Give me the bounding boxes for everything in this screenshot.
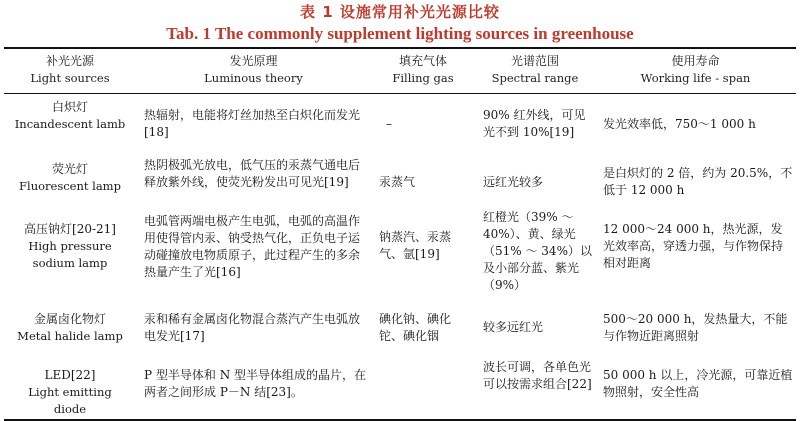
table-row — [4, 209, 796, 299]
comparison-table — [4, 47, 796, 421]
table-row — [4, 157, 796, 207]
header-working-life: 使用寿命 Working life - span — [640, 54, 751, 85]
luminous-theory-cell: 汞和稀有金属卤化物混合蒸汽产生电弧放电发光[17] — [144, 312, 361, 343]
light-source-cell: 白炽灯 Incandescent lamb — [14, 100, 126, 131]
table-row — [4, 359, 796, 415]
working-life-cell: 发光效率低，750～1 000 h — [603, 117, 756, 131]
header-light-sources: 补光光源 Light sources — [30, 54, 110, 85]
table-title-cn: 表 1 设施常用补光光源比较 — [300, 3, 500, 21]
header-spectral-range: 光谱范围 Spectral range — [491, 54, 579, 85]
header-luminous-theory: 发光原理 Luminous theory — [204, 54, 303, 85]
table-row — [4, 307, 796, 355]
luminous-theory-cell: P 型半导体和 N 型半导体组成的晶片，在两者之间形成 P－N 结[23]。 — [144, 368, 367, 399]
filling-gas-cell: – — [386, 117, 392, 131]
table-row — [4, 99, 796, 151]
light-source-cell: 高压钠灯[20-21] High pressure sodium lamp — [24, 222, 116, 270]
filling-gas-cell: 钠蒸汽、汞蒸气、氩[19] — [379, 230, 452, 261]
table-title-en: Tab. 1 The commonly supplement lighting sources in greenhouse — [166, 24, 634, 43]
light-source-cell: 金属卤化物灯 Metal halide lamp — [17, 312, 123, 343]
light-source-cell: LED[22] Light emitting diode — [28, 368, 112, 416]
working-life-cell: 12 000～24 000 h，热光源，发光效率高，穿透力强，与作物保持相对距离 — [603, 222, 784, 270]
working-life-cell: 是白炽灯的 2 倍，约为 20.5%，不低于 12 000 h — [603, 166, 793, 197]
spectral-range-cell: 红橙光（39% ～ 40%）、黄、绿光（51% ～ 34%）以及小部分蓝、紫光（9%） — [483, 210, 592, 292]
filling-gas-cell: 汞蒸气 — [379, 175, 416, 189]
luminous-theory-cell: 热辐射，电能将灯丝加热至白炽化而发光[18] — [144, 108, 361, 139]
luminous-theory-cell: 电弧管两端电极产生电弧，电弧的高温作用使得管内汞、钠受热气化，正负电子运动碰撞放电物质原子，此过程产生的多余热量产生了光[16] — [144, 214, 361, 279]
luminous-theory-cell: 热阴极弧光放电，低气压的汞蒸气通电后释放紫外线，使荧光粉发出可见光[19] — [144, 158, 361, 189]
header-filling-gas: 填充气体 Filling gas — [392, 54, 454, 85]
table-header — [4, 49, 796, 94]
filling-gas-cell: 碘化钠、碘化铊、碘化铟 — [379, 312, 452, 343]
spectral-range-cell: 较多远红光 — [483, 320, 544, 334]
working-life-cell: 500～20 000 h，发热量大，不能与作物近距离照射 — [603, 312, 788, 343]
spectral-range-cell: 90% 红外线，可见光不到 10%[19] — [483, 108, 586, 139]
light-source-cell: 荧光灯 Fluorescent lamp — [19, 162, 121, 193]
spectral-range-cell: 波长可调，各单色光可以按需求组合[22] — [483, 360, 592, 391]
working-life-cell: 50 000 h 以上，冷光源，可靠近植物照射，安全性高 — [603, 368, 793, 399]
spectral-range-cell: 远红光较多 — [483, 175, 544, 189]
